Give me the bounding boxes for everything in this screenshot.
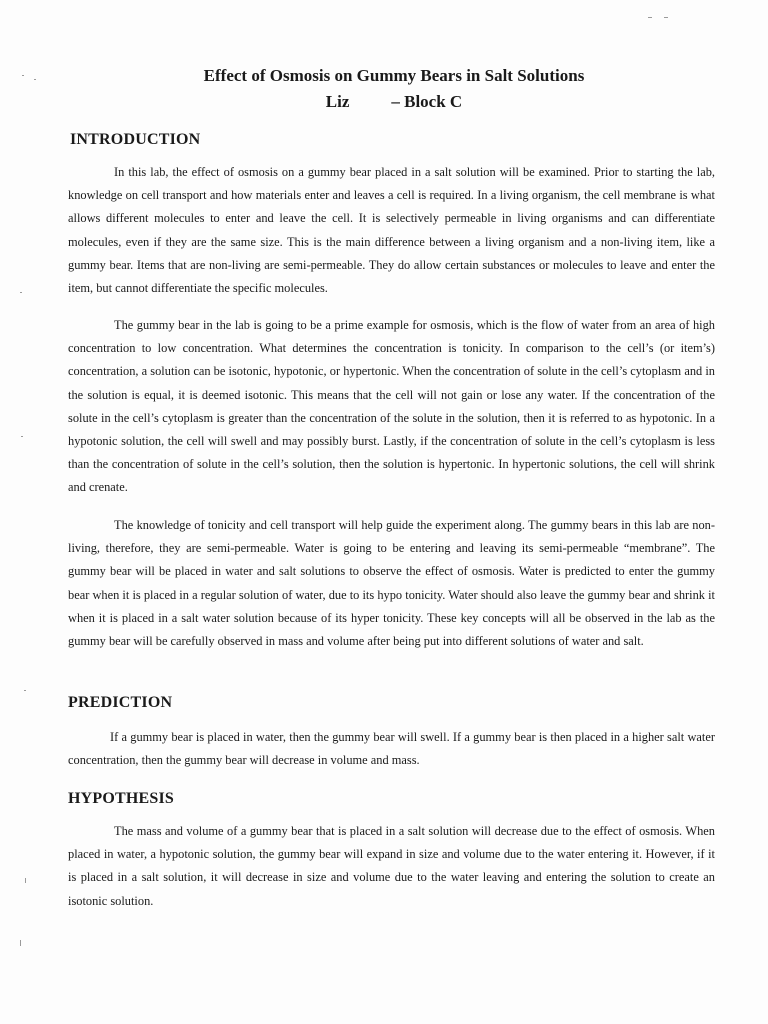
introduction-paragraph-2: The gummy bear in the lab is going to be a prime example for osmosis, which is the flow of water from an area of high concentration to low concentration. What determines the concentration is tonicity. In comparison to the cell’s (or item’s) concentration, a solution can be isotonic, hypotonic, or hypertonic. When the concentration of solute in the cell’s cytoplasm and in the solution is equal, it is deemed isotonic. This means that the cell will not gain or lose any water. If the concentration of the solute in the cell’s cytoplasm is greater than the concentration of the solute in the solution, then it is referred to as hypotonic. In a hypotonic solution, the cell will swell and may possibly burst. Lastly, if the concentration of solute in the cell’s cytoplasm is less than the concentration of solute in the cell’s solution, then the solution is hypertonic. In hypertonic solutions, the cell will shrink and crenate. bbox=[68, 318, 715, 495]
block-label: – Block C bbox=[391, 92, 463, 111]
scan-speck bbox=[20, 940, 21, 946]
document-title: Effect of Osmosis on Gummy Bears in Salt Solutions bbox=[203, 66, 585, 85]
scan-speck bbox=[648, 17, 652, 18]
scan-speck bbox=[22, 75, 24, 76]
scan-speck bbox=[34, 79, 36, 80]
introduction-paragraph-3: The knowledge of tonicity and cell transport will help guide the experiment along. The gummy bears in this lab are non-living, therefore, they are semi-permeable. Water is going to be entering and leaving its semi-permeable “membrane”. The gummy bear will be placed in water and salt solutions to observe the effect of osmosis. Water is predicted to enter the gummy bear when it is placed in a regular solution of water, due to its hypo tonicity. Water should also leave the gummy bear and shrink it when it is placed in a salt water solution because of its hyper tonicity. These key concepts will all be observed in the lab as the gummy bear will be carefully observed in mass and volume after being put into different solutions of water and salt. bbox=[68, 518, 715, 649]
scan-speck bbox=[24, 690, 26, 691]
scan-speck bbox=[21, 436, 23, 437]
author-name: Liz bbox=[325, 92, 350, 111]
prediction-paragraph: If a gummy bear is placed in water, then the gummy bear will swell. If a gummy bear is then placed in a higher salt water concentration, then the gummy bear will decrease in volume and mass. bbox=[68, 730, 715, 768]
scan-speck bbox=[20, 292, 22, 293]
introduction-paragraph-1: In this lab, the effect of osmosis on a gummy bear placed in a salt solution will be examined. Prior to starting the lab, knowledge on cell transport and how materials enter and leaves a cell is required. In a living organism, the cell membrane is what allows different molecules to enter and leave the cell. It is selectively permeable in living organisms and can differentiate molecules, even if they are the same size. This is the main difference between a living organism and a non-living item, like a gummy bear. Items that are non-living are semi-permeable. They do allow certain substances or molecules to leave and enter the item, but cannot differentiate the specific molecules. bbox=[68, 165, 715, 296]
scan-speck bbox=[25, 878, 26, 883]
introduction-heading: INTRODUCTION bbox=[70, 131, 201, 148]
scan-speck bbox=[664, 17, 668, 18]
hypothesis-heading: HYPOTHESIS bbox=[68, 790, 175, 807]
hypothesis-paragraph: The mass and volume of a gummy bear that is placed in a salt solution will decrease due to the effect of osmosis. When placed in water, a hypotonic solution, the gummy bear will expand in size and volume due to the water entering it. However, if it is placed in a salt solution, it will decrease in size and volume due to the water leaving and entering the solution to create an isotonic solution. bbox=[68, 824, 715, 908]
prediction-heading: PREDICTION bbox=[68, 694, 173, 711]
author-line bbox=[0, 92, 768, 112]
